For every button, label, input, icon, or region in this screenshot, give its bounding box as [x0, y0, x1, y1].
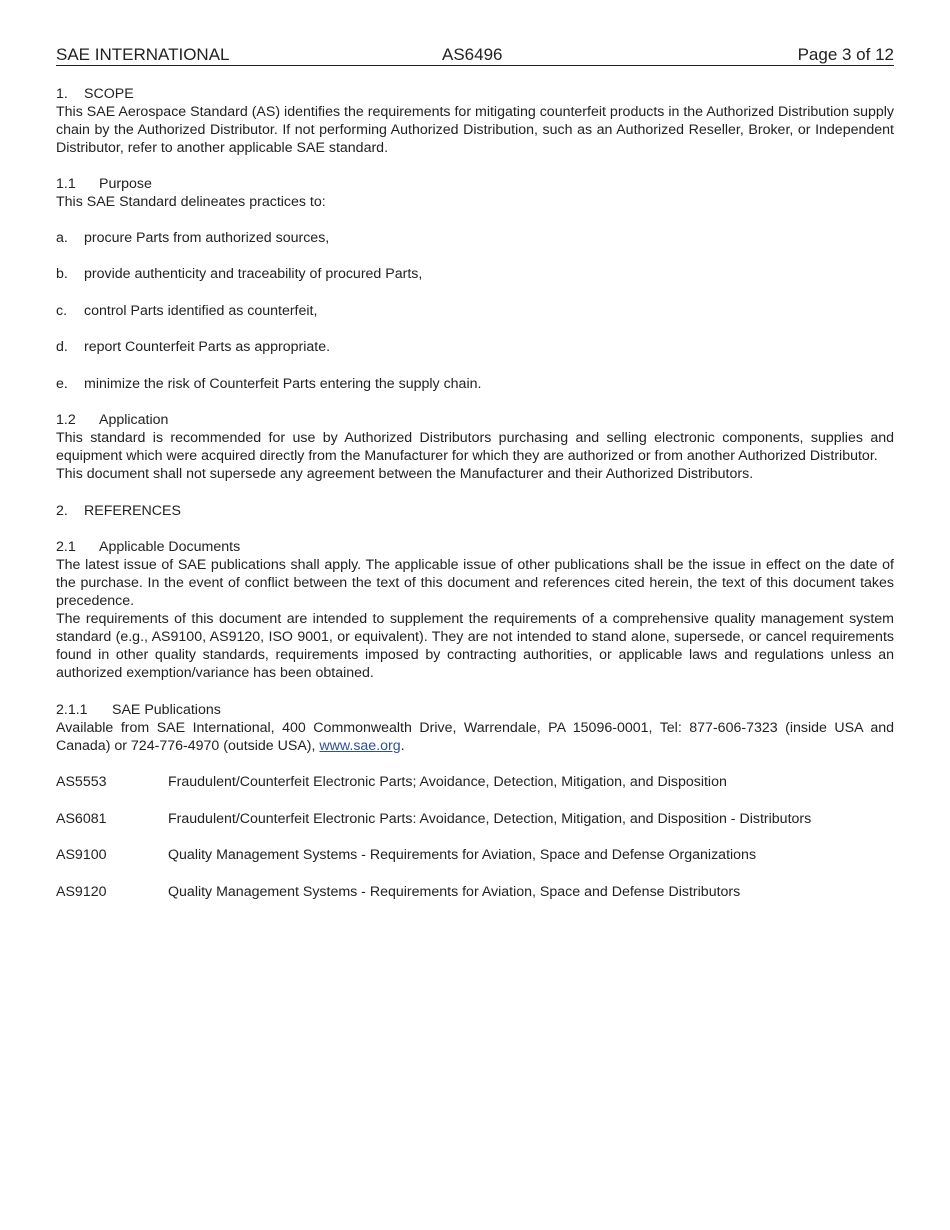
list-text: control Parts identified as counterfeit,: [84, 303, 318, 319]
header-page-number: Page 3 of 12: [797, 45, 894, 64]
reference-row: [56, 846, 894, 864]
section-purpose-heading: [56, 175, 894, 193]
sae-website-link[interactable]: www.sae.org: [319, 738, 401, 754]
section-title: Purpose: [99, 176, 152, 192]
applicable-documents-paragraph-1: The latest issue of SAE publications shall apply. The applicable issue of other publications shall be the issue in effect on the date of the purchase. In the event of conflict between the text of this document and references cited herein, the text of this document takes precedence.: [56, 557, 894, 609]
list-letter: b.: [56, 266, 68, 282]
list-letter: a.: [56, 230, 68, 246]
availability-text: Available from SAE International, 400 Commonwealth Drive, Warrendale, PA 15096-0001, Tel: 877-606-7323 (inside USA and Canada) or 724-776-4970 (outside USA),: [56, 720, 894, 754]
section-sae-publications-heading: [56, 701, 894, 719]
reference-code: AS6081: [56, 811, 107, 827]
reference-row: [56, 773, 894, 791]
section-number: 2.1.1: [56, 702, 88, 718]
section-title: SCOPE: [84, 86, 134, 102]
reference-code: AS9100: [56, 847, 107, 863]
applicable-documents-paragraph-2: The requirements of this document are intended to supplement the requirements of a comprehensive quality management system standard (e.g., AS9100, AS9120, ISO 9001, or equivalent). They are not intended to stand alone, supersede, or cancel requirements found in other quality standards, requirements imposed by contracting authorities, or applicable laws and regulations unless an authorized exemption/variance has been obtained.: [56, 611, 894, 681]
reference-row: [56, 883, 894, 901]
reference-title: Quality Management Systems - Requirements for Aviation, Space and Defense Organizations: [168, 847, 757, 863]
scope-paragraph: This SAE Aerospace Standard (AS) identifies the requirements for mitigating counterfeit products in the Authorized Distribution supply chain by the Authorized Distributor. If not performing Authorized Distribution, such as an Authorized Reseller, Broker, or Independent Distributor, refer to another applicable SAE standard.: [56, 104, 894, 156]
section-number: 2.1: [56, 539, 76, 555]
section-applicable-documents-heading: [56, 538, 894, 556]
reference-title: Quality Management Systems - Requirements for Aviation, Space and Defense Distributors: [168, 884, 741, 900]
section-title: SAE Publications: [112, 702, 221, 718]
section-number: 1.1: [56, 176, 76, 192]
document-page: [56, 44, 894, 901]
list-text: minimize the risk of Counterfeit Parts entering the supply chain.: [84, 376, 482, 392]
list-item: [56, 338, 894, 356]
list-item: [56, 265, 894, 283]
header-document-number: AS6496: [442, 45, 503, 64]
section-scope-heading: [56, 85, 894, 103]
list-letter: c.: [56, 303, 68, 319]
reference-code: AS9120: [56, 884, 107, 900]
section-references-heading: [56, 502, 894, 520]
list-letter: e.: [56, 376, 68, 392]
reference-code: AS5553: [56, 774, 107, 790]
sae-availability-paragraph: [56, 719, 894, 755]
section-number: 1.: [56, 86, 68, 102]
list-text: procure Parts from authorized sources,: [84, 230, 330, 246]
section-number: 1.2: [56, 412, 76, 428]
reference-title: Fraudulent/Counterfeit Electronic Parts: Avoidance, Detection, Mitigation, and Disposition - Distributors: [168, 811, 812, 827]
header-organization: SAE INTERNATIONAL: [56, 45, 230, 64]
list-item: [56, 302, 894, 320]
section-title: Applicable Documents: [99, 539, 241, 555]
list-item: [56, 375, 894, 393]
list-text: provide authenticity and traceability of procured Parts,: [84, 266, 423, 282]
list-letter: d.: [56, 339, 68, 355]
application-paragraph-2: This document shall not supersede any agreement between the Manufacturer and their Authorized Distributors.: [56, 466, 754, 482]
reference-title: Fraudulent/Counterfeit Electronic Parts; Avoidance, Detection, Mitigation, and Disposition: [168, 774, 727, 790]
section-application-heading: [56, 411, 894, 429]
section-number: 2.: [56, 503, 68, 519]
reference-row: [56, 810, 894, 828]
section-title: REFERENCES: [84, 503, 181, 519]
page-header: [56, 44, 894, 66]
application-paragraph-1: This standard is recommended for use by Authorized Distributors purchasing and selling electronic components, supplies and equipment which were acquired directly from the Manufacturer for which they are authorized or from another Authorized Distributor.: [56, 430, 894, 464]
section-title: Application: [99, 412, 169, 428]
availability-trailing: .: [400, 738, 405, 754]
purpose-intro: This SAE Standard delineates practices to:: [56, 194, 326, 210]
list-text: report Counterfeit Parts as appropriate.: [84, 339, 331, 355]
list-item: [56, 229, 894, 247]
